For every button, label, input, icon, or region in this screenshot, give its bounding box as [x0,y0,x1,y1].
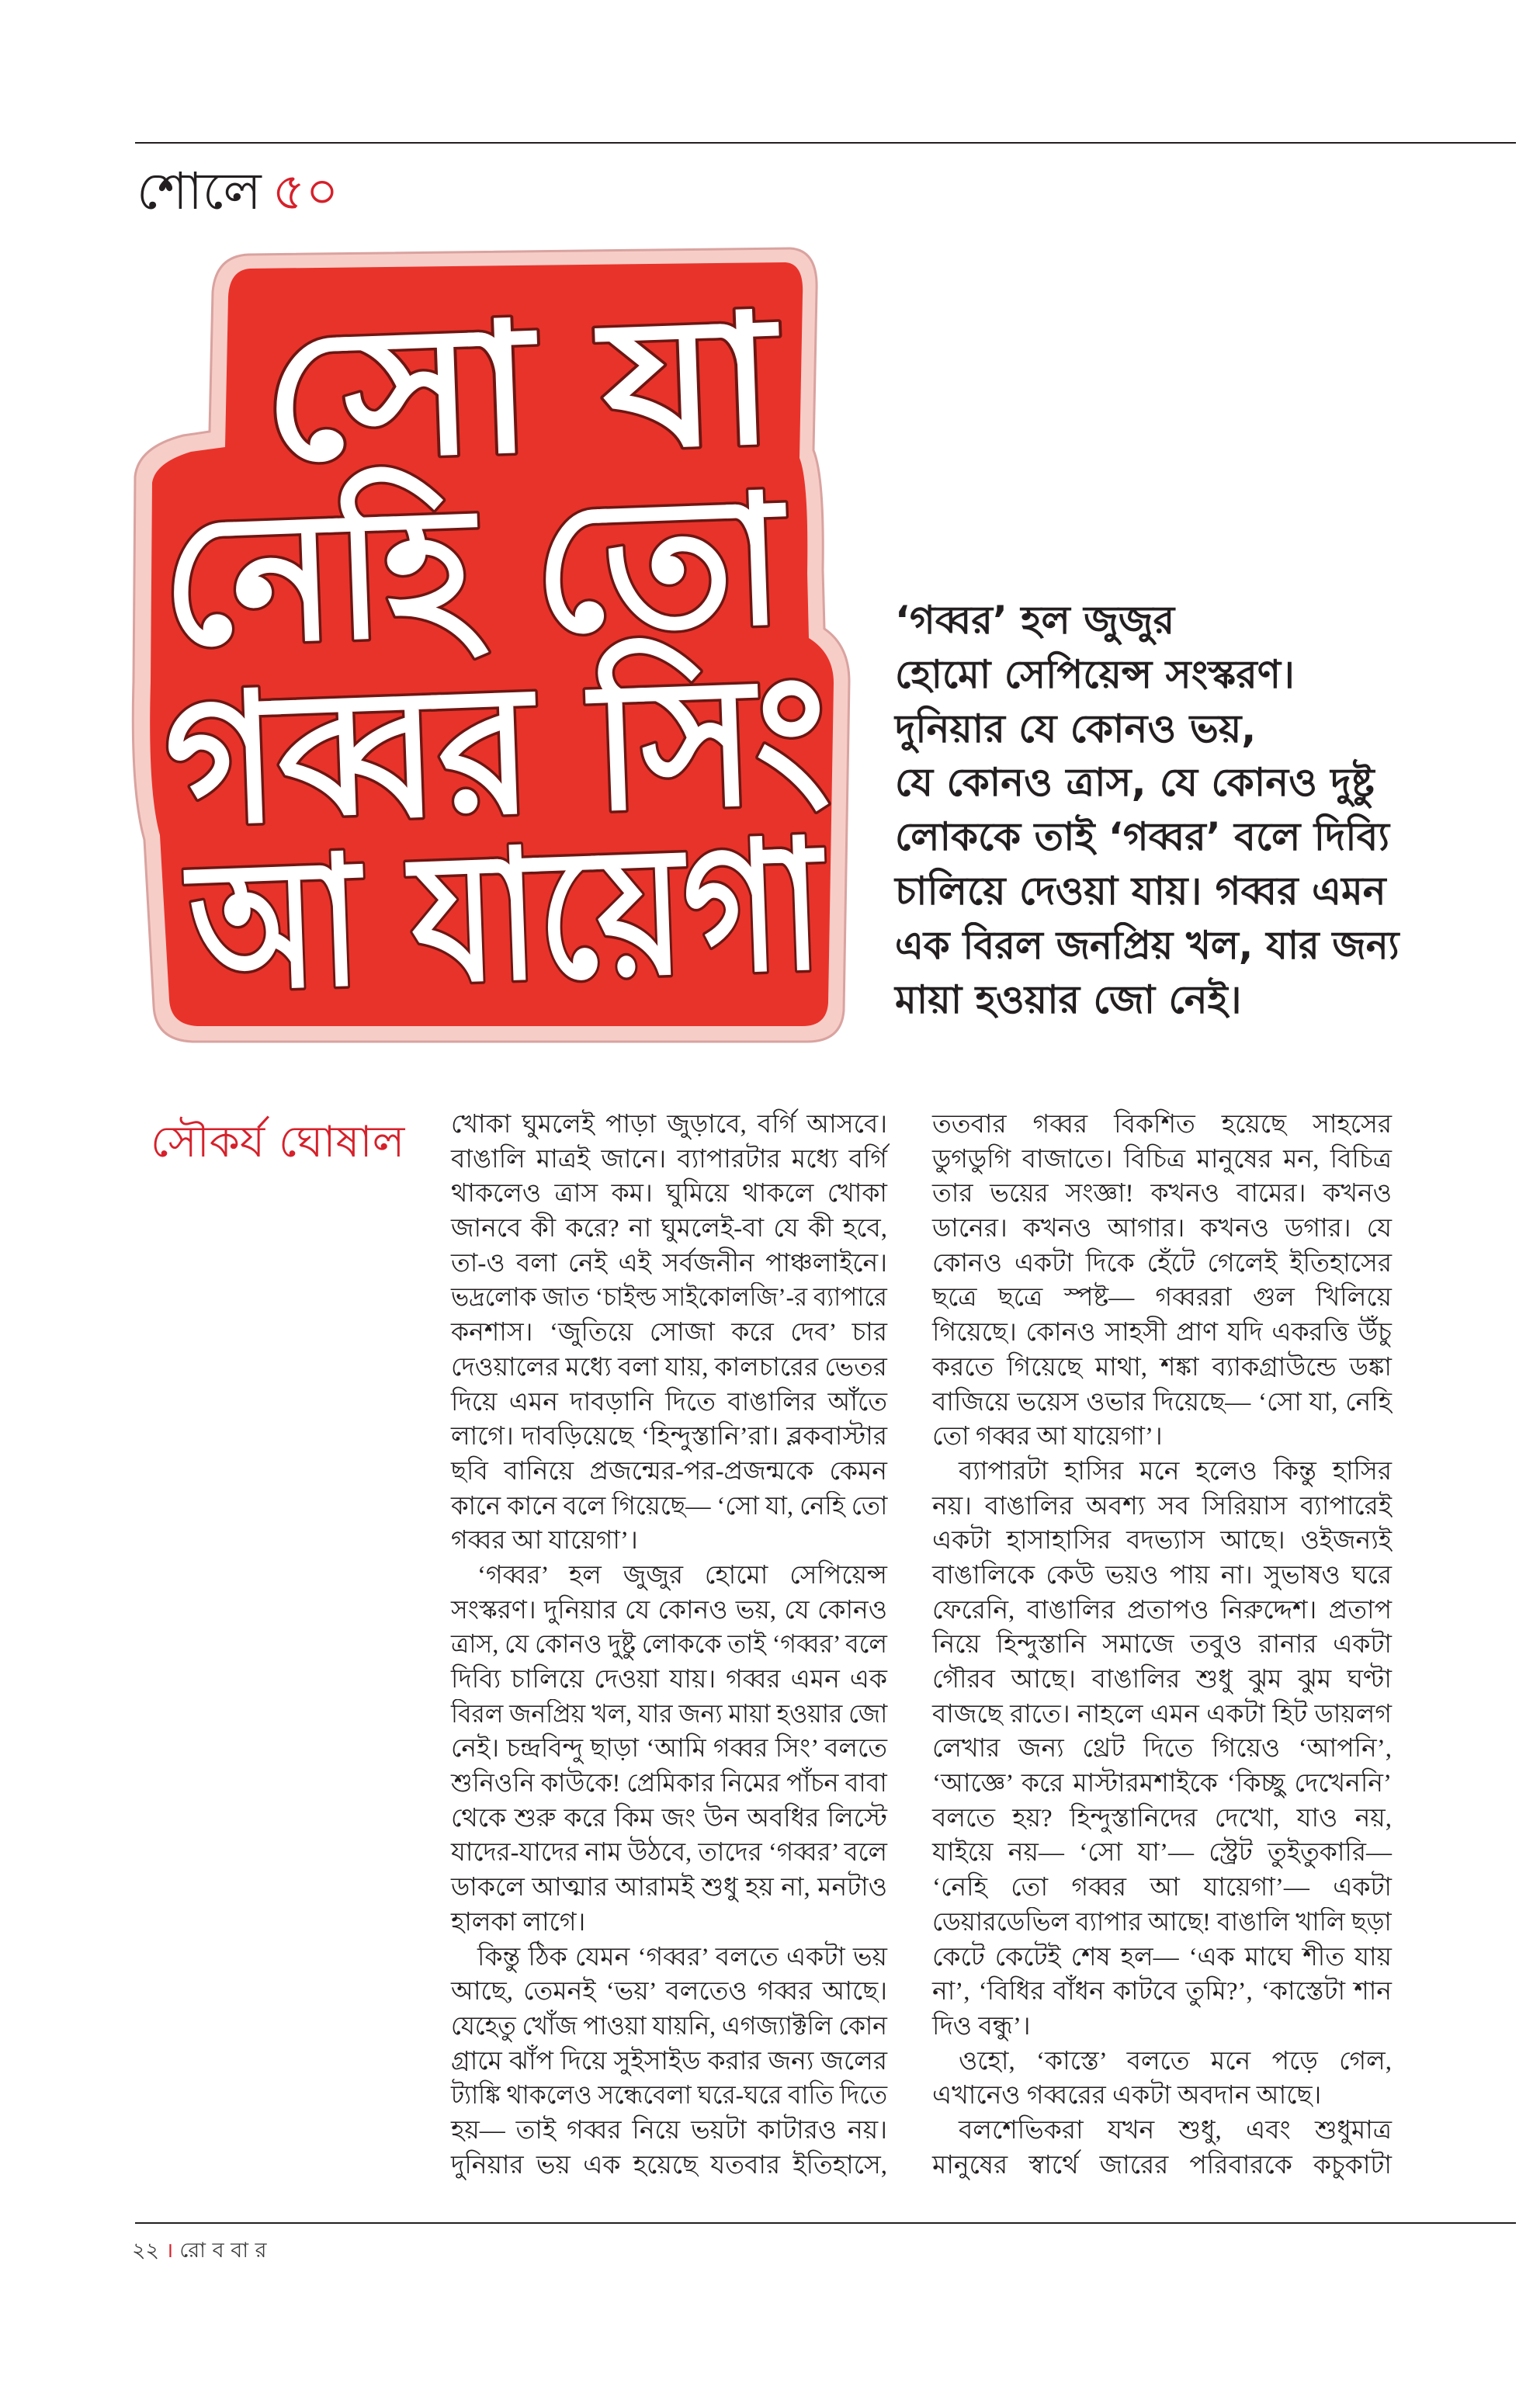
body-line: না’, ‘বিধির বাঁধন কাটবে তুমি?’, ‘কাস্তেটা শান [932,1978,1392,2006]
body-line: সংস্করণ। দুনিয়ার যে কোনও ভয়, যে কোনও [451,1596,887,1625]
body-line: করতে গিয়েছে মাথা, শঙ্কা ব্যাকগ্রাউন্ডে ডঙ্কা [932,1353,1392,1382]
body-line: আছে, তেমনই ‘ভয়’ বলতেও গব্বর আছে। [451,1978,887,2006]
body-line: নিয়ে হিন্দুস্তানি সমাজে তবুও রানার একটা [932,1631,1392,1659]
body-line: গৌরব আছে। বাঙালির শুধু ঝুম ঝুম ঘণ্টা [932,1666,1392,1694]
title-graphic [132,247,964,1046]
paragraph [451,1108,887,1559]
body-line: নেই। চন্দ্রবিন্দু ছাড়া ‘আমি গব্বর সিং’ বলতে [451,1735,887,1764]
body-line: নয়। বাঙালির অবশ্য সব সিরিয়াস ব্যাপারেই [932,1492,1392,1521]
body-line: ট্যাঙ্কি থাকলেও সন্ধেবেলা ঘরে-ঘরে বাতি দিতে [451,2082,888,2110]
paragraph [932,2114,1392,2183]
body-line: একটা হাসাহাসির বদভ্যাস আছে। ওইজন্যই [932,1527,1392,1555]
body-line: বিরল জনপ্রিয় খল, যার জন্য মায়া হওয়ার জো [451,1700,888,1729]
body-line: কেটে কেটেই শেষ হল— ‘এক মাঘে শীত যায় [932,1943,1392,1972]
body-line: বাজিয়ে ভয়েস ওভার দিয়েছে— ‘সো যা, নেহি [932,1388,1392,1417]
body-line: শুনিওনি কাউকে! প্রেমিকার নিমের পাঁচন বাবা [451,1770,887,1798]
body-line: ডেয়ারডেভিল ব্যাপার আছে! বাঙালি খালি ছড়া [932,1908,1392,1937]
body-line: যাদের-যাদের নাম উঠবে, তাদের ‘গব্বর’ বলে [451,1839,888,1868]
body-line: হয়— তাই গব্বর নিয়ে ভয়টা কাটারও নয়। [451,2116,887,2145]
body-line: থেকে শুরু করে কিম জং উন অবধির লিস্টে [451,1804,887,1833]
body-line: দুনিয়ার ভয় এক হয়েছে যতবার ইতিহাসে, [451,2151,887,2180]
body-line: কনশাস। ‘জুতিয়ে সোজা করে দেব’ চার [451,1319,887,1347]
body-line: যেহেতু খোঁজ পাওয়া যায়নি, এগজ্যাক্টলি কোন [451,2012,887,2041]
series-number: ৫০ [272,161,339,221]
body-line: দিব্যি চালিয়ে দেওয়া যায়। গব্বর এমন এক [451,1666,887,1694]
paragraph [451,1940,887,2183]
body-line: ডানের। কখনও আগার। কখনও ডগার। যে [932,1215,1392,1243]
paragraph [932,1455,1392,2044]
body-line: বাজছে রাতে। নাহলে এমন একটা হিট ডায়লগ [932,1700,1392,1729]
body-line: তা-ও বলা নেই এই সর্বজনীন পাঞ্চলাইনে। [451,1249,887,1278]
pull-quote-line: লোককে তাই ‘গব্বর’ বলে দিব্যি [895,814,1389,860]
body-line: কিন্তু ঠিক যেমন ‘গব্বর’ বলতে একটা ভয় [477,1943,887,1972]
body-line: কানে কানে বলে গিয়েছে— ‘সো যা, নেহি তো [451,1492,888,1521]
body-line: ‘গব্বর’ হল জুজুর হোমো সেপিয়েন্স [477,1561,887,1590]
body-line: কোনও একটা দিকে হেঁটে গেলেই ইতিহাসের [932,1249,1392,1278]
body-line: ছত্রে ছত্রে স্পষ্ট— গব্বররা গুল খিলিয়ে [932,1284,1392,1313]
body-line: ‘নেহি তো গব্বর আ যায়েগা’— একটা [932,1874,1392,1902]
title-line-3: গব্বর সিং [161,634,858,866]
paragraph [932,1108,1392,1455]
body-line: তার ভয়ের সংজ্ঞা! কখনও বামের। কখনও [932,1180,1392,1209]
body-line: ততবার গব্বর বিকশিত হয়েছে সাহসের [932,1111,1392,1139]
body-line: ফেরেনি, বাঙালির প্রতাপও নিরুদ্দেশ। প্রতাপ [932,1596,1392,1625]
body-line: বাঙালিকে কেউ ভয়ও পায় না। সুভাষও ঘরে [932,1561,1392,1590]
pull-quote-line: যে কোনও ত্রাস, যে কোনও দুষ্টু [895,760,1375,806]
body-line: গ্রামে ঝাঁপ দিয়ে সুইসাইড করার জন্য জলের [451,2047,887,2076]
page-footer [132,2237,266,2265]
pull-quote-line: ‘গব্বর’ হল জুজুর [895,598,1175,643]
title-line-2: নেহি তো [158,456,810,686]
body-line: ডুগডুগি বাজাতে। বিচিত্র মানুষের মন, বিচিত্র [932,1145,1392,1174]
body-line: দিয়ে এমন দাবড়ানি দিতে বাঙালির আঁতে [451,1388,887,1417]
bottom-rule [135,2222,1516,2224]
body-line: তো গব্বর আ যায়েগা’। [932,1423,1163,1451]
body-line: বলতে হয়? হিন্দুস্তানিদের দেখো, যাও নয়, [932,1804,1392,1833]
body-line: এখানেও গব্বরের একটা অবদান আছে। [932,2082,1322,2110]
body-line: ছবি বানিয়ে প্রজন্মের-পর-প্রজন্মকে কেমন [451,1457,887,1486]
body-line: গিয়েছে। কোনও সাহসী প্রাণ যদি একরত্তি উঁচু [932,1319,1392,1347]
body-line: বাঙালি মাত্রই জানে। ব্যাপারটার মধ্যে বর্গি [451,1145,887,1174]
body-line: বলশেভিকরা যখন শুধু, এবং শুধুমাত্র [959,2116,1392,2145]
body-line: ভদ্রলোক জাত ‘চাইল্ড সাইকোলজি’-র ব্যাপারে [451,1284,887,1313]
series-label: শোলে [137,161,262,221]
body-line: দিও বন্ধু’। [932,2012,1031,2041]
body-line: লেখার জন্য থ্রেট দিতে গিয়েও ‘আপনি’, [932,1735,1392,1764]
body-line: মানুষের স্বার্থে জারের পরিবারকে কচুকাটা [932,2151,1392,2180]
pull-quote-line: দুনিয়ার যে কোনও ভয়, [895,706,1257,751]
paragraph [451,1559,887,1940]
pull-quote-line: মায়া হওয়ার জো নেই। [895,976,1242,1022]
magazine-name: রো ব বা র [179,2239,267,2263]
body-line: খোকা ঘুমলেই পাড়া জুড়াবে, বর্গি আসবে। [451,1111,887,1139]
pull-quote-line: চালিয়ে দেওয়া যায়। গব্বর এমন [895,868,1386,914]
footer-separator: । [165,2239,174,2263]
author-byline: সৌকর্য ঘোষাল [151,1117,405,1167]
body-line: জানবে কী করে? না ঘুমলেই-বা যে কী হবে, [451,1215,887,1243]
body-line: যাইয়ে নয়— ‘সো যা’— স্ট্রেট তুইতুকারি— [932,1839,1392,1868]
series-header [137,158,338,226]
pull-quote-line: এক বিরল জনপ্রিয় খল, যার জন্য [895,922,1400,968]
body-line: ‘আজ্ঞে’ করে মাস্টারমশাইকে ‘কিচ্ছু দেখেননি’ [932,1770,1392,1798]
pull-quote [895,594,1400,1027]
body-line: গব্বর আ যায়েগা’। [451,1527,638,1555]
page-number: ২২ [132,2239,160,2263]
top-rule [135,142,1516,144]
pull-quote-line: হোমো সেপিয়েন্স সংস্করণ। [895,651,1295,697]
body-line: দেওয়ালের মধ্যে বলা যায়, কালচারের ভেতর [451,1353,887,1382]
body-line: ব্যাপারটা হাসির মনে হলেও কিন্তু হাসির [959,1457,1392,1486]
body-column-1 [451,1108,887,2183]
body-line: লাগে। দাবড়িয়েছে ‘হিন্দুস্তানি’রা। ব্লকবাস্টার [451,1423,887,1451]
body-line: হালকা লাগে। [451,1908,586,1937]
body-line: ওহো, ‘কাস্তে’ বলতে মনে পড়ে গেল, [959,2047,1392,2076]
body-line: ডাকলে আত্মার আরামই শুধু হয় না, মনটাও [451,1874,887,1902]
title-line-4: আ যায়েগা [186,797,964,1032]
body-line: ত্রাস, যে কোনও দুষ্টু লোককে তাই ‘গব্বর’ বলে [451,1631,887,1659]
title-line-1: সো যা [258,278,726,502]
body-column-2 [932,1108,1392,2183]
paragraph [932,2044,1392,2114]
body-line: থাকলেও ত্রাস কম। ঘুমিয়ে থাকলে খোকা [451,1180,887,1209]
